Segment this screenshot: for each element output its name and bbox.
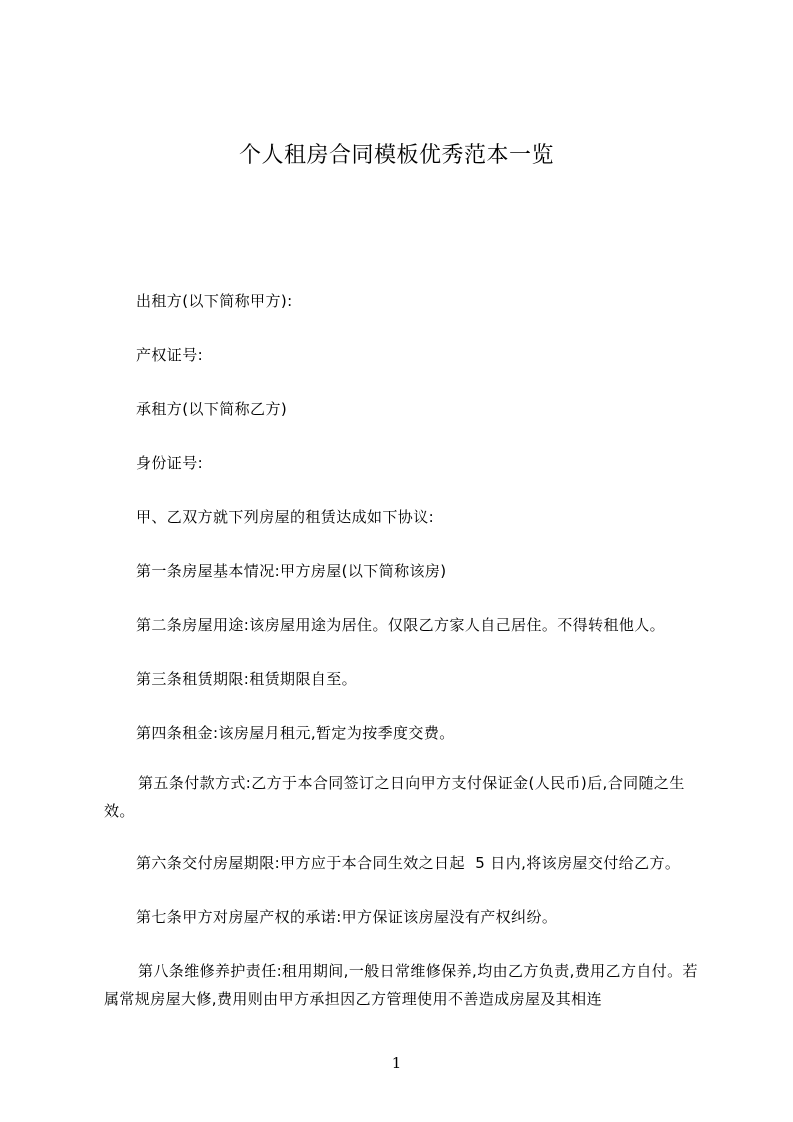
document-title: 个人租房合同模板优秀范本一览 bbox=[238, 143, 554, 168]
paragraph-article-2: 第二条房屋用途:该房屋用途为居住。仅限乙方家人自己居住。不得转租他人。 bbox=[136, 616, 666, 634]
paragraph-article-8: 第八条维修养护责任:租用期间,一般日常维修保养,均由乙方负责,费用乙方自付。若属常规房屋大修,费用则由甲方承担因乙方管理使用不善造成房屋及其相连 bbox=[104, 962, 698, 1008]
paragraph-article-5: 第五条付款方式:乙方于本合同签订之日向甲方支付保证金(人民币)后,合同随之生效。 bbox=[104, 774, 685, 820]
paragraph-article-7: 第七条甲方对房屋产权的承诺:甲方保证该房屋没有产权纠纷。 bbox=[136, 908, 558, 926]
paragraph-lessor: 出租方(以下简称甲方): bbox=[136, 292, 293, 310]
page-number: 1 bbox=[391, 1054, 402, 1072]
paragraph-article-3: 第三条租赁期限:租赁期限自至。 bbox=[136, 670, 358, 688]
paragraph-article-4: 第四条租金:该房屋月租元,暂定为按季度交费。 bbox=[136, 724, 455, 742]
paragraph-lessee: 承租方(以下简称乙方) bbox=[136, 400, 288, 418]
paragraph-article-6: 第六条交付房屋期限:甲方应于本合同生效之日起 5 日内,将该房屋交付给乙方。 bbox=[136, 854, 681, 872]
paragraph-agreement-intro: 甲、乙双方就下列房屋的租赁达成如下协议: bbox=[136, 508, 435, 526]
paragraph-id-number: 身份证号: bbox=[136, 454, 204, 472]
paragraph-article-1: 第一条房屋基本情况:甲方房屋(以下简称该房) bbox=[136, 562, 447, 580]
paragraph-property-certificate: 产权证号: bbox=[136, 346, 204, 364]
